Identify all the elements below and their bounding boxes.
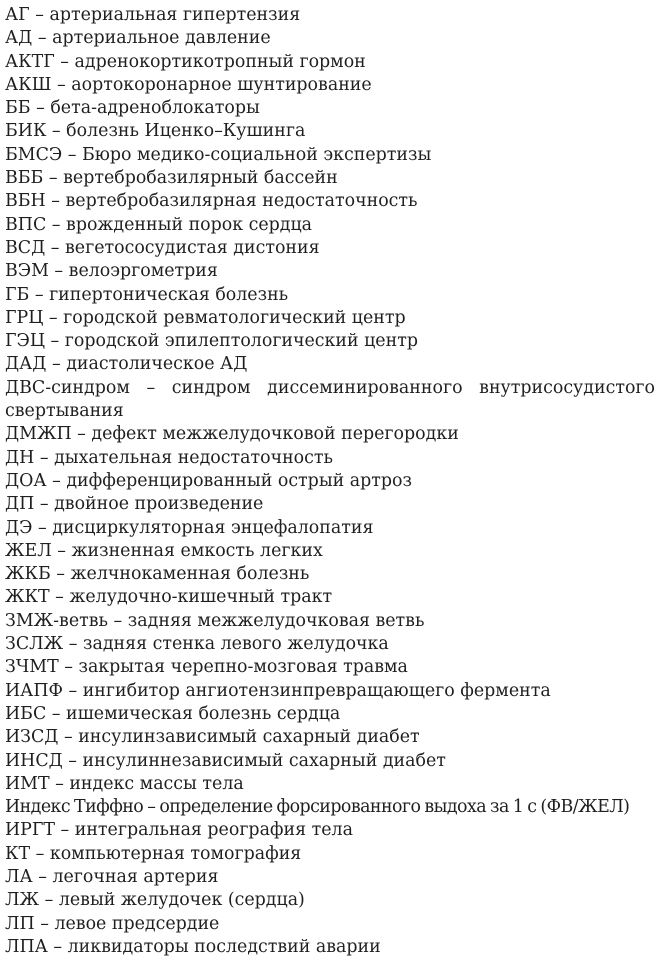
abbreviation-term: ДОА (5, 470, 47, 491)
dash-separator: – (58, 727, 79, 748)
abbreviation-term: ИРГТ (5, 820, 55, 841)
abbreviation-entry (5, 819, 655, 842)
abbreviation-definition: левый желудочек (сердца) (58, 890, 305, 911)
dash-separator: – (46, 470, 67, 491)
abbreviation-definition: легочная артерия (52, 866, 219, 887)
abbreviation-entry (5, 330, 655, 353)
abbreviation-definition: двойное произведение (54, 494, 264, 515)
abbreviation-term: АГ (5, 5, 30, 25)
dash-separator: – (30, 843, 50, 864)
abbreviation-definition: инсулинзависимый сахарный диабет (78, 727, 420, 748)
abbreviation-term: ЛПА (5, 936, 48, 957)
abbreviation-term: ЗСЛЖ (5, 634, 64, 655)
dash-separator: – (48, 261, 69, 282)
abbreviation-definition: инсулиннезависимый сахарный диабет (82, 750, 446, 771)
abbreviation-entry (5, 260, 655, 283)
abbreviation-term: ЛП (5, 913, 35, 934)
abbreviation-term: ЛЖ (5, 890, 40, 911)
abbreviation-entry (5, 773, 655, 796)
abbreviation-entry (5, 610, 655, 633)
abbreviation-definition: закрытая черепно-мозговая травма (78, 657, 408, 678)
abbreviation-definition: городской эпилептологический центр (64, 331, 418, 352)
abbreviation-definition: вертебробазилярная недостаточность (65, 191, 418, 212)
dash-separator: – (51, 74, 72, 95)
abbreviation-term: ЗМЖ-ветвь (5, 610, 109, 631)
dash-separator: – (49, 773, 70, 794)
abbreviation-definition: городской ревматологический центр (63, 307, 406, 328)
abbreviation-term: ИЗСД (5, 727, 59, 748)
dash-separator: – (62, 750, 83, 771)
abbreviation-entry (5, 423, 655, 446)
abbreviation-term: ИАПФ (5, 680, 63, 701)
abbreviation-definition: вертебробазилярный бассейн (63, 168, 338, 189)
abbreviation-entry (5, 796, 655, 819)
abbreviation-definition: задняя межжелудочковая ветвь (127, 610, 425, 631)
abbreviation-term: ВПС (5, 214, 47, 235)
dash-separator: – (71, 424, 92, 445)
abbreviation-entry (5, 284, 655, 307)
abbreviation-definition: желудочно-кишечный тракт (69, 587, 333, 608)
abbreviation-entry (5, 843, 655, 866)
abbreviation-entry (5, 586, 655, 609)
abbreviation-definition: индекс массы тела (69, 773, 244, 794)
abbreviation-definition: синдром диссеминированного внутрисосудистого свертывания (5, 377, 655, 422)
abbreviation-definition: артериальное давление (52, 28, 271, 49)
dash-separator: – (30, 98, 51, 119)
abbreviation-definition: задняя стенка левого желудочка (82, 634, 389, 655)
dash-separator: – (54, 820, 75, 841)
abbreviation-entry (5, 750, 655, 773)
abbreviation-definition: дифференцированный острый артроз (66, 470, 412, 491)
dash-separator: – (43, 307, 64, 328)
dash-separator: – (58, 657, 79, 678)
dash-separator: – (62, 144, 82, 165)
abbreviation-term: АКШ (5, 74, 52, 95)
abbreviation-definition: дисциркуляторная энцефалопатия (52, 517, 374, 538)
abbreviation-definition: желчнокаменная болезнь (70, 564, 310, 585)
abbreviation-entry (5, 889, 655, 912)
abbreviation-definition: левое предсердие (54, 913, 220, 934)
abbreviation-term: АД (5, 28, 33, 49)
abbreviation-term: ГРЦ (5, 307, 44, 328)
abbreviation-definition: компьютерная томография (49, 843, 302, 864)
abbreviation-entry (5, 167, 655, 190)
abbreviation-entry (5, 190, 655, 213)
dash-separator: – (108, 610, 128, 631)
dash-separator: – (47, 936, 68, 957)
dash-separator: – (43, 168, 64, 189)
dash-separator: – (46, 214, 67, 235)
dash-separator: – (50, 564, 71, 585)
abbreviation-term: ДН (5, 447, 35, 468)
abbreviation-list (5, 4, 655, 959)
abbreviation-term: ДАД (5, 354, 47, 375)
abbreviation-entry (5, 74, 655, 97)
dash-separator: – (32, 517, 53, 538)
abbreviation-definition: жизненная емкость легких (71, 540, 323, 561)
abbreviation-definition: велоэргометрия (68, 261, 218, 282)
dash-separator: – (39, 890, 59, 911)
dash-separator: – (46, 354, 67, 375)
abbreviation-term: Индекс Тиффно (5, 797, 144, 818)
dash-separator: – (54, 51, 75, 72)
dash-separator: – (32, 866, 53, 887)
abbreviation-term: АКТГ (5, 51, 55, 72)
abbreviation-term: ВЭМ (5, 261, 49, 282)
abbreviation-entry (5, 377, 655, 424)
abbreviation-entry (5, 27, 655, 50)
dash-separator: – (45, 237, 65, 258)
abbreviation-entry (5, 51, 655, 74)
abbreviation-term: ДЭ (5, 517, 33, 538)
abbreviation-entry (5, 540, 655, 563)
dash-separator: – (62, 680, 83, 701)
abbreviation-term: ВБН (5, 191, 46, 212)
abbreviation-term: БИК (5, 121, 47, 142)
dash-separator: – (29, 284, 50, 305)
abbreviation-entry (5, 633, 655, 656)
abbreviation-entry (5, 447, 655, 470)
dash-separator: – (34, 447, 55, 468)
abbreviation-entry (5, 97, 655, 120)
abbreviation-definition: интегральная реография тела (74, 820, 353, 841)
abbreviation-definition: аортокоронарное шунтирование (71, 74, 372, 95)
dash-separator: – (45, 191, 66, 212)
abbreviation-definition: диастолическое АД (66, 354, 248, 375)
abbreviation-entry (5, 913, 655, 936)
abbreviation-entry (5, 120, 655, 143)
dash-separator: – (45, 331, 65, 352)
abbreviation-entry (5, 517, 655, 540)
abbreviation-term: ЛА (5, 866, 33, 887)
abbreviation-definition: дыхательная недостаточность (54, 447, 333, 468)
abbreviation-entry (5, 680, 655, 703)
abbreviation-entry (5, 656, 655, 679)
abbreviation-term: ЖЕЛ (5, 540, 52, 561)
abbreviation-entry (5, 4, 655, 27)
abbreviation-term: ЖКБ (5, 564, 51, 585)
abbreviation-entry (5, 563, 655, 586)
abbreviation-entry (5, 470, 655, 493)
abbreviation-entry (5, 214, 655, 237)
abbreviation-term: ДМЖП (5, 424, 72, 445)
abbreviation-term: ВББ (5, 168, 44, 189)
abbreviation-term: БМСЭ (5, 144, 63, 165)
abbreviation-term: ИНСД (5, 750, 63, 771)
dash-separator: – (143, 797, 160, 818)
dash-separator: – (29, 5, 50, 25)
abbreviation-definition: определение форсированного выдоха за 1 с (ФВ/ЖЕЛ) (159, 797, 630, 818)
abbreviation-definition: бета-адреноблокаторы (50, 98, 260, 119)
abbreviation-definition: артериальная гипертензия (49, 5, 301, 25)
abbreviation-entry (5, 307, 655, 330)
dash-separator: – (49, 587, 70, 608)
dash-separator: – (63, 634, 83, 655)
abbreviation-entry (5, 866, 655, 889)
dash-separator: – (51, 540, 72, 561)
abbreviation-term: ЖКТ (5, 587, 50, 608)
abbreviation-entry (5, 936, 655, 959)
abbreviation-term: ИБС (5, 703, 47, 724)
abbreviation-term: КТ (5, 843, 31, 864)
abbreviation-entry (5, 493, 655, 516)
abbreviation-entry (5, 144, 655, 167)
abbreviation-term: ДП (5, 494, 35, 515)
abbreviation-definition: ликвидаторы последствий аварии (67, 936, 381, 957)
abbreviation-definition: гипертоническая болезнь (49, 284, 289, 305)
dash-separator: – (46, 121, 67, 142)
abbreviation-entry (5, 726, 655, 749)
dash-separator: – (34, 913, 55, 934)
abbreviation-definition: вегетососудистая дистония (65, 237, 320, 258)
abbreviation-term: ГБ (5, 284, 30, 305)
abbreviation-definition: адренокортикотропный гормон (74, 51, 366, 72)
dash-separator: – (32, 28, 53, 49)
abbreviation-entry (5, 703, 655, 726)
dash-separator: – (34, 494, 55, 515)
abbreviation-term: ЗЧМТ (5, 657, 59, 678)
abbreviation-term: ГЭЦ (5, 331, 45, 352)
abbreviation-entry (5, 237, 655, 260)
abbreviation-definition: болезнь Иценко–Кушинга (66, 121, 306, 142)
dash-separator: – (46, 703, 67, 724)
abbreviation-term: ИМТ (5, 773, 50, 794)
abbreviation-definition: дефект межжелудочковой перегородки (91, 424, 459, 445)
abbreviation-term: ББ (5, 98, 31, 119)
abbreviation-term: ВСД (5, 237, 46, 258)
abbreviation-definition: ишемическая болезнь сердца (66, 703, 341, 724)
abbreviation-definition: ингибитор ангиотензинпревращающего фермента (82, 680, 551, 701)
abbreviation-entry (5, 353, 655, 376)
dash-separator: – (129, 377, 172, 398)
abbreviation-definition: врожденный порок сердца (66, 214, 313, 235)
abbreviation-definition: Бюро медико-социальной экспертизы (81, 144, 432, 165)
abbreviation-term: ДВС-синдром (5, 377, 130, 398)
